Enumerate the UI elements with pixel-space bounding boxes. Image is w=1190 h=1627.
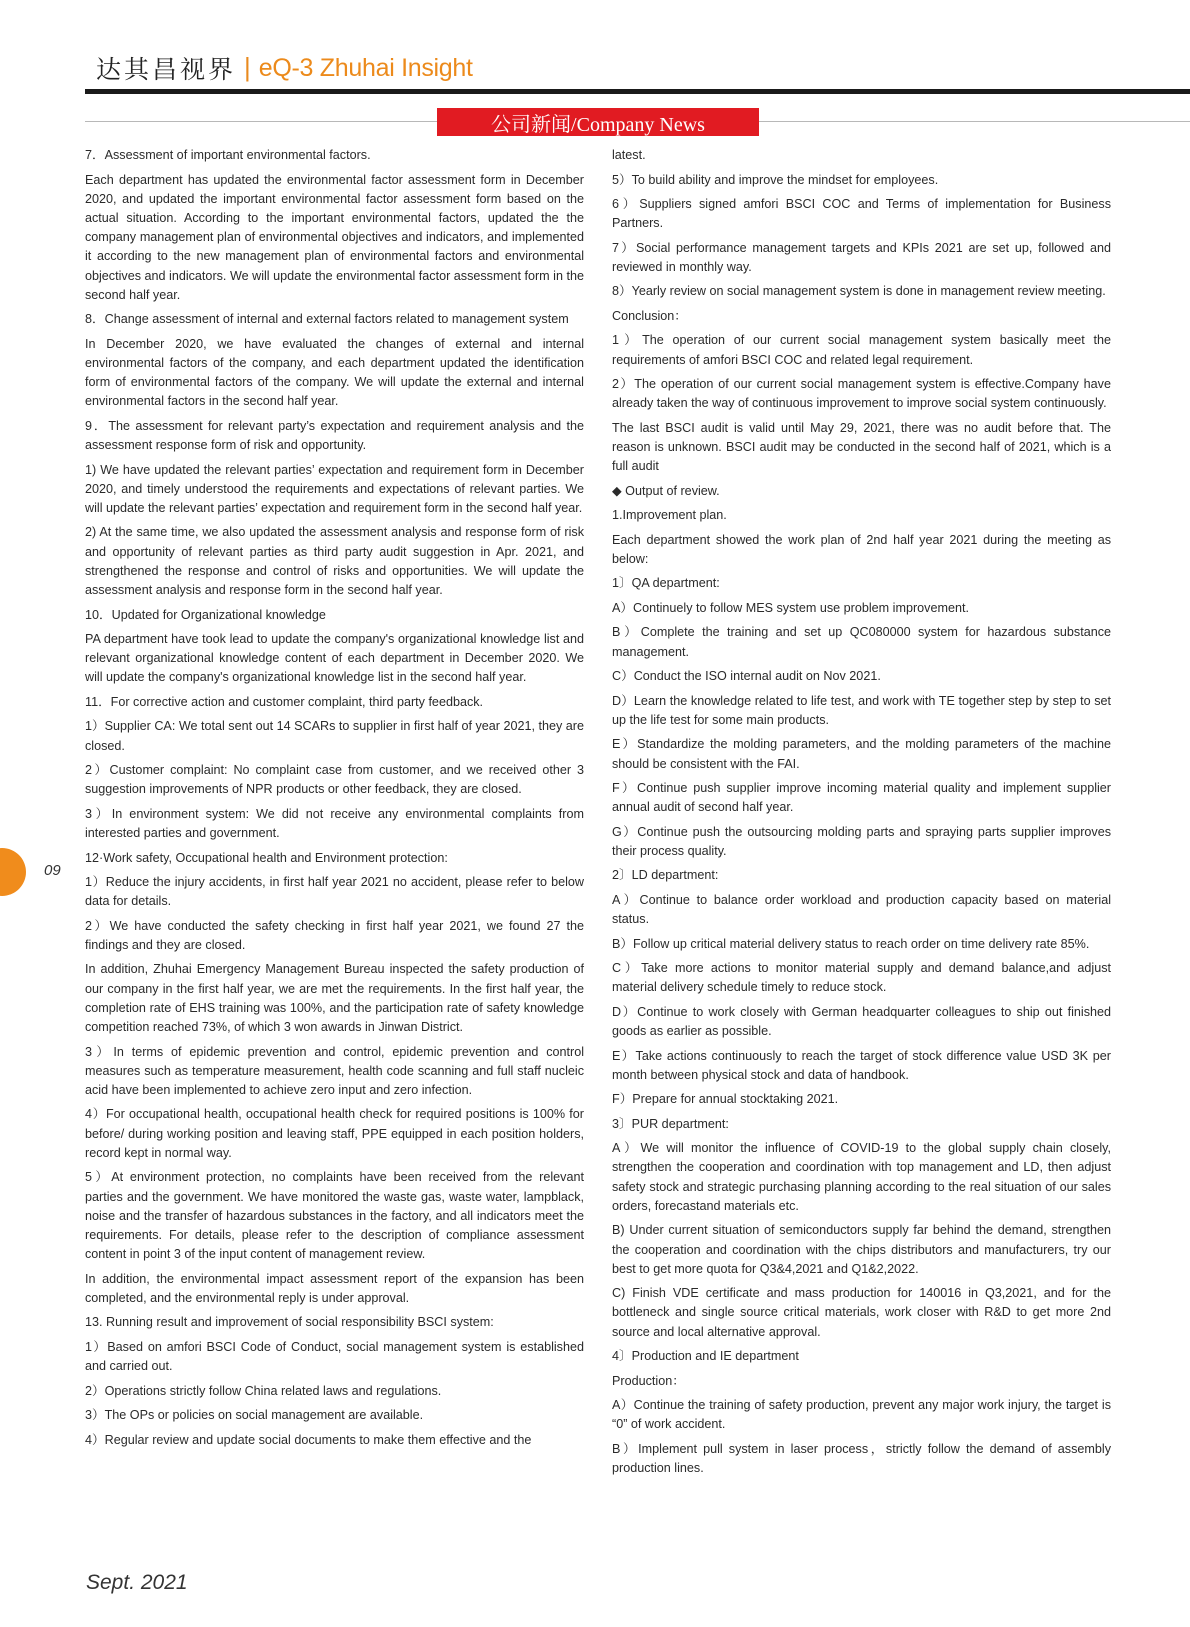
paragraph: A）Continue the training of safety production, prevent any major work injury, the target is “0” of work accident. xyxy=(612,1398,1111,1432)
paragraph: B）Complete the training and set up QC080000 system for hazardous substance management. xyxy=(612,625,1111,659)
paragraph: C) Finish VDE certificate and mass production for 140016 in Q3,2021, and for the bottleneck and single source critical materials, work closer with R&D to get more 2nd source and local alternative approval. xyxy=(612,1286,1111,1339)
paragraph: 8）Yearly review on social management system is done in management review meeting. xyxy=(612,284,1106,299)
paragraph: F）Prepare for annual stocktaking 2021. xyxy=(612,1092,839,1107)
paragraph: In addition, Zhuhai Emergency Management Bureau inspected the safety production of our company in the first half year, we are met the requirements. In the first half year, the completion rate of EHS training was 100%, and the participation rate of safety knowledge competition reached 73%, of which 3 won awards in Jinwan District. xyxy=(85,962,584,1035)
paragraph: 5）At environment protection, no complaints have been received from the relevant parties and the government. We have monitored the waste gas, waste water, lampblack, noise and the transfer of hazardous substances in the factory, and all indicators meet the requirements. For details, please refer to the description of compliance assessment content in point 3 of the input content of management review. xyxy=(85,1170,584,1262)
paragraph: 2）We have conducted the safety checking in first half year 2021, we found 27 the findings and they are closed. xyxy=(85,918,584,952)
paragraph: ◆ Output of review. xyxy=(612,483,720,498)
section-tag-label: 公司新闻/Company News xyxy=(491,113,705,136)
page-number: 09 xyxy=(44,862,61,879)
paragraph: 7．Assessment of important environmental factors. xyxy=(85,148,371,162)
paragraph: 4〕Production and IE department xyxy=(612,1349,799,1364)
paragraph: E）Standardize the molding parameters, and the molding parameters of the machine should be consistent with the FAI. xyxy=(612,737,1111,771)
paragraph: Conclusion： xyxy=(612,308,687,323)
section-tag-company-news xyxy=(437,108,759,136)
masthead xyxy=(96,50,473,86)
paragraph: 10．Updated for Organizational knowledge xyxy=(85,607,326,622)
paragraph: A）Continue to balance order workload and production capacity based on material status. xyxy=(612,892,1111,927)
paragraph: G）Continue push the outsourcing molding parts and spraying parts supplier improves their process quality. xyxy=(612,824,1111,858)
paragraph: 3）The OPs or policies on social management are available. xyxy=(85,1408,424,1423)
paragraph: latest. xyxy=(612,148,646,162)
paragraph: 2）The operation of our current social management system is effective.Company have already taken the way of continuous improvement to improve social system continuously. xyxy=(612,377,1111,411)
paragraph: D）Learn the knowledge related to life test, and work with TE together step by step to set up the life test for some main products. xyxy=(612,693,1111,727)
paragraph: 11．For corrective action and customer complaint, third party feedback. xyxy=(85,694,484,709)
paragraph: In December 2020, we have evaluated the changes of external and internal environmental factors of the company, and each department updated the identification form of environmental factors of the company. We will update the external and internal environmental factors in the second half year. xyxy=(85,336,584,409)
paragraph: 4）Regular review and update social documents to make them effective and the xyxy=(85,1432,532,1447)
paragraph: 1）Supplier CA: We total sent out 14 SCARs to supplier in first half of year 2021, they are closed. xyxy=(85,719,584,753)
paragraph: C）Conduct the ISO internal audit on Nov 2021. xyxy=(612,669,881,684)
paragraph: B) Under current situation of semiconductors supply far behind the demand, strengthen the cooperation and coordination with the chips distributors and manufacturers, try our best to get more quota for Q3&4,2021 and Q1&2,2022. xyxy=(612,1223,1111,1276)
paragraph: Each department has updated the environmental factor assessment form in December 2020, and updated the important environmental factor assessment form based on the actual situation. According to the important environmental factors, updated the the company management plan of environmental objectives and indicators, and implemented it according to the new management plan of environmental factors and environmental objectives and indicators. We will update the environmental factor assessment form in the second half year. xyxy=(85,172,584,302)
paragraph: E）Take actions continuously to reach the target of stock difference value USD 3K per month between physical stock and data of handbook. xyxy=(612,1048,1111,1082)
paragraph: 7）Social performance management targets and KPIs 2021 are set up, followed and reviewed in monthly way. xyxy=(612,240,1111,274)
page-number-tab xyxy=(0,848,26,896)
paragraph: 6）Suppliers signed amfori BSCI COC and Terms of implementation for Business Partners. xyxy=(612,197,1111,231)
paragraph: 5）To build ability and improve the mindset for employees. xyxy=(612,172,939,187)
paragraph: The last BSCI audit is valid until May 29, 2021, there was no audit before that. The reason is unknown. BSCI audit may be conducted in the second half of 2021, which is a full audit xyxy=(612,420,1111,474)
paragraph: 1）Based on amfori BSCI Code of Conduct, social management system is established and carried out. xyxy=(85,1339,584,1374)
paragraph: C）Take more actions to monitor material supply and demand balance,and adjust material delivery schedule timely to reduce stock. xyxy=(612,961,1111,995)
paragraph: Production： xyxy=(612,1373,685,1388)
paragraph: 3）In terms of epidemic prevention and control, epidemic prevention and control measures such as temperature measurement, health code scanning and full staff nucleic acid have been implemented to achieve zero input and zero infection. xyxy=(85,1044,584,1097)
paragraph: 1）The operation of our current social management system basically meet the requirements of amfori BSCI COC and related legal requirement. xyxy=(612,333,1111,367)
paragraph: Each department showed the work plan of 2nd half year 2021 during the meeting as below: xyxy=(612,532,1111,566)
paragraph: 1）Reduce the injury accidents, in first half year 2021 no accident, please refer to below data for details. xyxy=(85,875,584,909)
paragraph: 1〕QA department: xyxy=(612,576,720,591)
issue-date: Sept. 2021 xyxy=(86,1571,188,1594)
left-text-column xyxy=(85,146,584,1455)
paragraph: 13. Running result and improvement of social responsibility BSCI system: xyxy=(85,1315,494,1330)
paragraph: 4）For occupational health, occupational health check for required positions is 100% for before/ during working position and leaving staff, PPE equipped in each position holders, record kept in normal way. xyxy=(85,1107,584,1160)
paragraph: B）Implement pull system in laser process，strictly follow the demand of assembly production lines. xyxy=(612,1441,1111,1476)
paragraph: D）Continue to work closely with German headquarter colleagues to ship out finished goods as earlier as possible. xyxy=(612,1004,1111,1039)
masthead-rule xyxy=(85,89,1190,94)
masthead-chinese-title: 达其昌视界 xyxy=(96,55,237,84)
paragraph: 8．Change assessment of internal and external factors related to management system xyxy=(85,312,569,327)
paragraph: B）Follow up critical material delivery status to reach order on time delivery rate 85%. xyxy=(612,936,1090,951)
paragraph: PA department have took lead to update the company's organizational knowledge list and relevant organizational knowledge content of each department in December 2020. We will update the company's organizational knowledge list in the second half year. xyxy=(85,632,584,685)
paragraph: 1.Improvement plan. xyxy=(612,508,727,523)
paragraph: 3）In environment system: We did not receive any environmental complaints from interested parties and government. xyxy=(85,806,584,841)
paragraph: 2）Operations strictly follow China related laws and regulations. xyxy=(85,1383,442,1398)
paragraph: 12·Work safety, Occupational health and Environment protection: xyxy=(85,850,448,865)
paragraph: 3〕PUR department: xyxy=(612,1116,729,1131)
paragraph: 9．The assessment for relevant party’s expectation and requirement analysis and the assessment response form of risk and opportunity. xyxy=(85,418,584,453)
masthead-separator: | xyxy=(244,51,251,82)
paragraph: 2〕LD department: xyxy=(612,868,719,883)
right-text-column xyxy=(612,146,1111,1484)
paragraph: In addition, the environmental impact assessment report of the expansion has been completed, and the environmental reply is under approval. xyxy=(85,1271,584,1305)
paragraph: A）Continuely to follow MES system use problem improvement. xyxy=(612,600,969,615)
paragraph: A）We will monitor the influence of COVID-19 to the global supply chain closely, strengthen the cooperation and coordination with top management and LD, then adjust safety stock and strategic purchasing planning according to the real situation of our sales orders, forecastand materials etc. xyxy=(612,1141,1111,1213)
masthead-english-title: eQ-3 Zhuhai Insight xyxy=(258,53,473,82)
paragraph: 2) At the same time, we also updated the assessment analysis and response form of risk and opportunity of relevant parties as third party audit suggestion in Apr. 2021, and strengthened the response and control of risks and opportunities. We will update the assessment analysis and response form in the second half year. xyxy=(85,525,584,598)
paragraph: 1) We have updated the relevant parties’ expectation and requirement form in December 2020, and timely understood the requirements and expectations of relevant parties. We will update the relevant parties’ expectation and requirement form in the second half year. xyxy=(85,462,584,515)
paragraph: F）Continue push supplier improve incoming material quality and implement supplier annual audit of second half year. xyxy=(612,781,1111,815)
paragraph: 2）Customer complaint: No complaint case from customer, and we received other 3 suggestion improvements of NPR products or other feedback, they are closed. xyxy=(85,763,584,797)
